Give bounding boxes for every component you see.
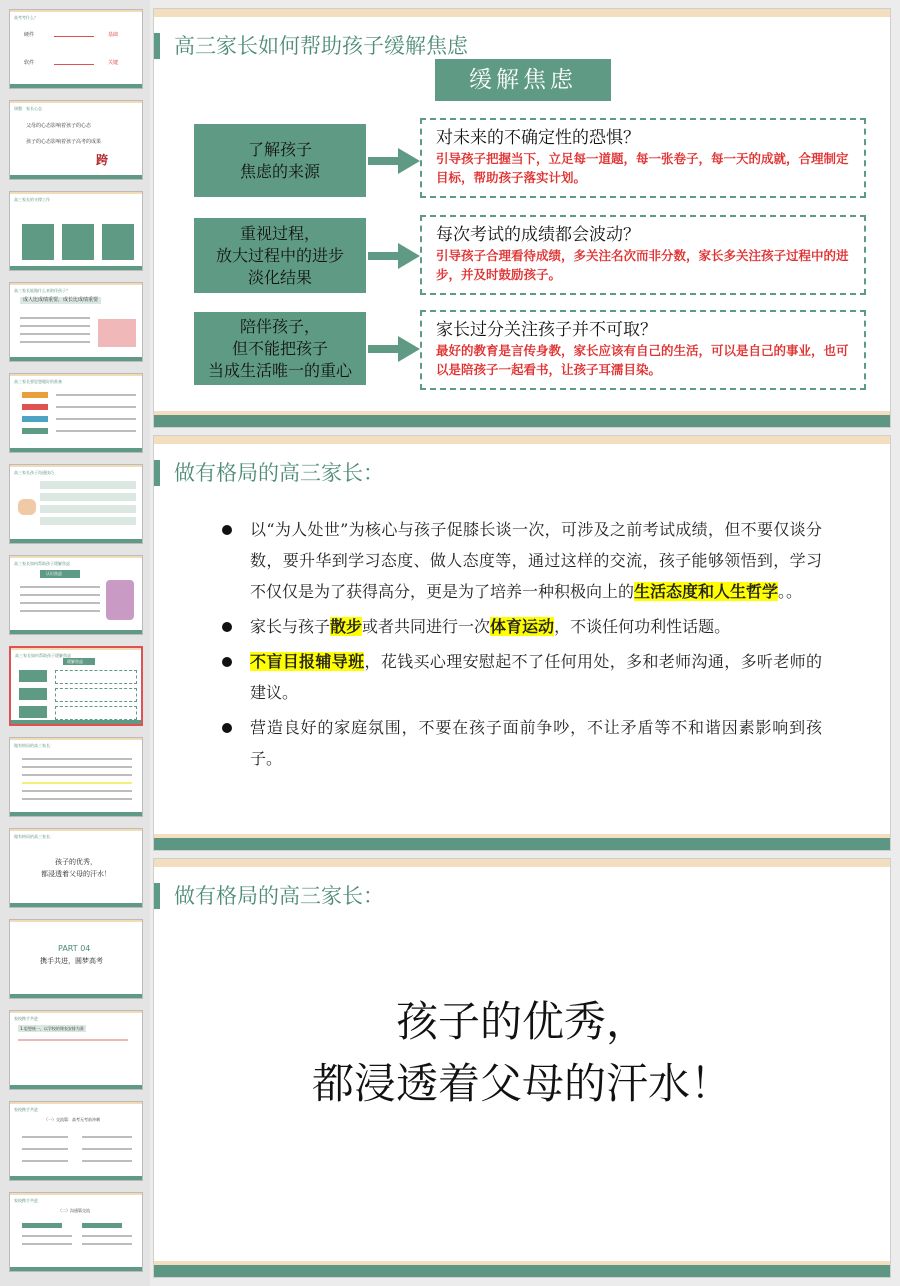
answer-text: 最好的教育是言传身教，家长应该有自己的生活，可以是自己的事业，也可以是陪孩子一起看书，让孩子耳濡目染。 — [436, 343, 849, 377]
thumb-text: 孩子的优秀， — [55, 858, 97, 866]
bullet-dot-icon — [222, 622, 232, 632]
slide-thumbnail-10[interactable] — [9, 828, 143, 908]
tips-bullet-list — [222, 514, 822, 778]
thumb-text: 成人比成绩重要，成长比成绩重要 — [20, 297, 101, 304]
thumb-title: 高三家长孩子沟通技巧 — [14, 470, 54, 475]
slide-thumbnail-4[interactable] — [9, 282, 143, 362]
arrow-right-icon — [368, 334, 420, 364]
thumb-title: 高考考什么？ — [14, 15, 38, 20]
left-box-value-process: 重视过程， 放大过程中的进步 淡化结果 — [194, 218, 366, 293]
left-box-accompany-child: 陪伴孩子， 但不能把孩子 当成生活唯一的重心 — [194, 312, 366, 385]
answer-text: 引导孩子合理看待成绩，多关注名次而非分数，家长多关注孩子过程中的进步，并及时鼓励孩子。 — [436, 248, 849, 282]
bullet-text: 。。 — [778, 582, 803, 601]
explanation-box-score-fluctuation — [420, 215, 866, 295]
question-text: 每次考试的成绩都会波动？ — [436, 225, 640, 245]
thumb-text: 父母的心态影响着孩子的心态 — [26, 123, 92, 129]
highlighted-text: 生活态度和人生哲学 — [634, 582, 779, 601]
anxiety-header-box: 缓解焦虑 — [435, 59, 611, 101]
thumb-title: 高三家长要思想做好的准备 — [14, 379, 62, 384]
slide-thumbnail-11[interactable] — [9, 919, 143, 999]
thumb-text: 缓解焦虑 — [67, 659, 83, 664]
explanation-box-fear — [420, 118, 866, 198]
thumb-logo: 跨 — [96, 153, 109, 167]
thumb-title: 家校携手共进 — [14, 1198, 38, 1203]
bullet-text: 家长与孩子 — [250, 617, 331, 636]
slide-thumbnail-12[interactable] — [9, 1010, 143, 1090]
thumb-text: 都浸透着父母的汗水！ — [41, 870, 111, 878]
bullet-dot-icon — [222, 723, 232, 733]
bullet-text: 以“为人处世”为核心与孩子促膝长谈一次，可涉及之前考试成绩，但不要仅谈分数，要升华到学习态度、做人态度等，通过这样的交流，孩子能够领悟到，学习不仅仅是为了获得高分，更是为了培养一种积极向上的 — [250, 520, 822, 601]
bullet-item — [222, 712, 822, 774]
thumb-title: 高三家长能做什么来陪伴孩子？ — [14, 288, 70, 293]
slide-title: 做有格局的高三家长： — [154, 460, 384, 486]
slide-thumbnail-1[interactable] — [9, 9, 143, 89]
bullet-dot-icon — [222, 525, 232, 535]
thumb-title: 调整：家长心态 — [14, 106, 42, 111]
bullet-text: ，花钱买心理安慰起不了任何用处，多和老师沟通，多听老师的建议。 — [250, 652, 822, 702]
slide-thumbnail-7[interactable] — [9, 555, 143, 635]
thumb-title: 高三家长如何帮助孩子缓解焦虑 — [15, 653, 71, 658]
thumb-text: PART 04 — [58, 944, 91, 953]
slide-thumbnail-panel — [0, 0, 150, 1286]
left-box-understand-anxiety: 了解孩子 焦虑的来源 — [194, 124, 366, 197]
highlighted-text: 体育运动 — [490, 617, 555, 636]
bullet-text: 营造良好的家庭氛围，不要在孩子面前争吵，不让矛盾等不和谐因素影响到孩子。 — [250, 718, 822, 768]
slide-thumbnail-2[interactable] — [9, 100, 143, 180]
bullet-item — [222, 646, 822, 708]
question-text: 家长过分关注孩子并不可取？ — [436, 320, 657, 340]
slide-thumbnail-5[interactable] — [9, 373, 143, 453]
highlighted-text: 不盲目报辅导班 — [250, 652, 365, 671]
explanation-box-over-attention — [420, 310, 866, 390]
slide-thumbnail-14[interactable] — [9, 1192, 143, 1272]
thumb-text: 硬件 — [24, 32, 35, 38]
answer-text: 引导孩子把握当下，立足每一道题，每一张卷子，每一天的成就，合理制定目标，帮助孩子落实计划。 — [436, 151, 849, 185]
thumb-text: 携手共进，圆梦高考 — [40, 957, 103, 965]
bullet-item — [222, 611, 822, 642]
thumb-title: 高三家长的支撑工作 — [14, 197, 50, 202]
bullet-text: 或者共同进行一次 — [362, 617, 491, 636]
bullet-dot-icon — [222, 657, 232, 667]
question-text: 对未来的不确定性的恐惧？ — [436, 128, 640, 148]
thumb-text: 关键 — [108, 60, 119, 66]
slide-thumbnail-9[interactable] — [9, 737, 143, 817]
thumb-text: 基础 — [108, 32, 119, 38]
thumb-title: 家校携手共进 — [14, 1107, 38, 1112]
thumb-title: 做有格局的高三家长： — [14, 743, 54, 748]
slide-title: 做有格局的高三家长： — [154, 883, 384, 909]
quote-line-2: 都浸透着父母的汗水！ — [311, 1059, 732, 1108]
slide-thumbnail-13[interactable] — [9, 1101, 143, 1181]
slide-thumbnail-8-selected[interactable] — [9, 646, 143, 726]
slide-anxiety-relief — [153, 8, 891, 428]
thumb-title: 做有格局的高三家长： — [14, 834, 54, 839]
quote-line-1: 孩子的优秀， — [395, 997, 648, 1046]
thumb-text: （二）沟通篇交流 — [58, 1208, 90, 1213]
thumb-text: 孩子的心态影响着孩子高考的成果 — [26, 139, 102, 145]
thumb-text: 认识焦虑 — [46, 571, 62, 576]
slide-thumbnail-6[interactable] — [9, 464, 143, 544]
highlighted-text: 散步 — [330, 617, 363, 636]
arrow-right-icon — [368, 146, 420, 176]
thumb-text: 1.思想统一，以学校的课表安排为准 — [20, 1026, 84, 1031]
slide-parent-sweat-quote — [153, 858, 891, 1278]
thumb-text: （一）交流篇：高考无考前冲刺 — [44, 1117, 100, 1122]
slide-thumbnail-3[interactable] — [9, 191, 143, 271]
slide-title: 高三家长如何帮助孩子缓解焦虑 — [154, 33, 468, 59]
thumb-text: 软件 — [24, 60, 35, 66]
bullet-text: ，不谈任何功利性话题。 — [554, 617, 731, 636]
arrow-right-icon — [368, 241, 420, 271]
slide-parent-vision-tips — [153, 435, 891, 851]
thumb-title: 家校携手共进 — [14, 1016, 38, 1021]
thumb-title: 高三家长如何帮助孩子缓解焦虑 — [14, 561, 70, 566]
bullet-item — [222, 514, 822, 607]
